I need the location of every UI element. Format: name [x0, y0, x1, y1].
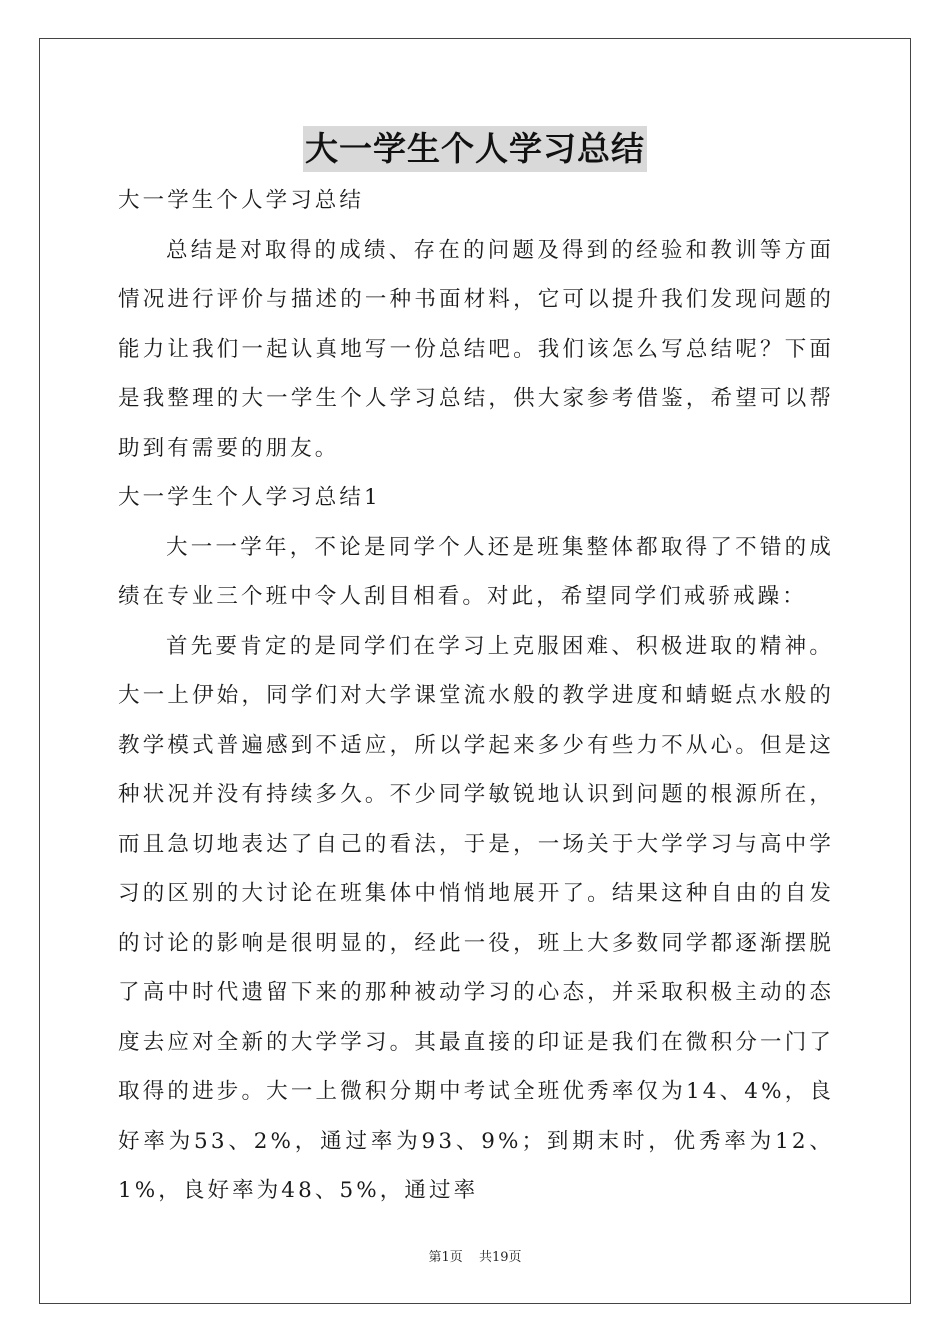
page-total: 共19页: [478, 1250, 522, 1265]
paragraph-section-heading: 大一学生个人学习总结1: [118, 485, 381, 510]
document-title: 大一学生个人学习总结: [303, 126, 647, 172]
page-footer: [0, 1246, 950, 1265]
paragraph-intro: 总结是对取得的成绩、存在的问题及得到的经验和教训等方面情况进行评价与描述的一种书面材料，它可以提升我们发现问题的能力让我们一起认真地写一份总结吧。我们该怎么写总结呢？下面是我整理的大一学生个人学习总结，供大家参考借鉴，希望可以帮助到有需要的朋友。: [118, 237, 834, 461]
paragraph-body: 首先要肯定的是同学们在学习上克服困难、积极进取的精神。大一上伊始，同学们对大学课堂流水般的教学进度和蜻蜓点水般的教学模式普遍感到不适应，所以学起来多少有些力不从心。但是这种状况并没有持续多久。不少同学敏锐地认识到问题的根源所在，而且急切地表达了自己的看法，于是，一场关于大学学习与高中学习的区别的大讨论在班集体中悄悄地展开了。结果这种自由的自发的讨论的影响是很明显的，经此一役，班上大多数同学都逐渐摆脱了高中时代遗留下来的那种被动学习的心态，并采取积极主动的态度去应对全新的大学学习。其最直接的印证是我们在微积分一门了取得的进步。大一上微积分期中考试全班优秀率仅为14、4%，良好率为53、2%，通过率为93、9%；到期末时，优秀率为12、1%，良好率为48、5%，通过率: [118, 633, 834, 1203]
paragraph-summary: 大一一学年，不论是同学个人还是班集整体都取得了不错的成绩在专业三个班中令人刮目相看。对此，希望同学们戒骄戒躁：: [118, 534, 834, 609]
page-number: 第1页: [428, 1250, 463, 1265]
title-area: [0, 126, 950, 172]
paragraph-subtitle: 大一学生个人学习总结: [118, 188, 365, 213]
document-body: [118, 176, 834, 1216]
